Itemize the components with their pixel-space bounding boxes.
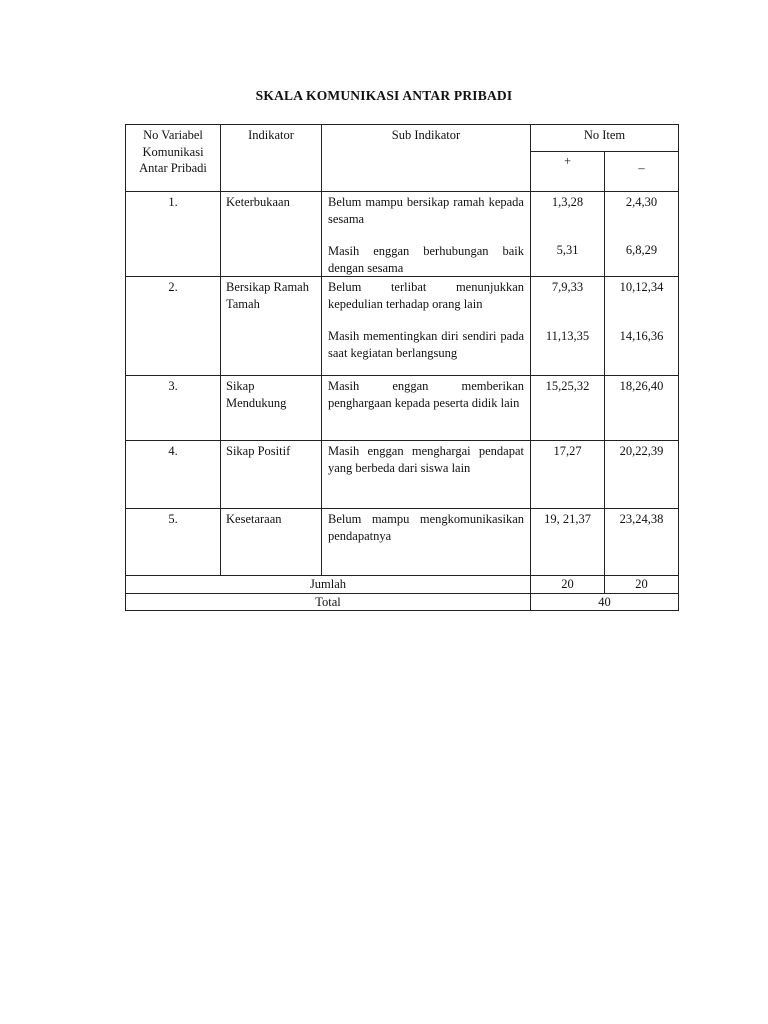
row-no: 2.	[126, 277, 221, 376]
sub-indikator-text: Masih mementingkan diri sendiri pada saat kegiatan berlangsung	[328, 329, 524, 360]
header-no-item: No Item	[531, 125, 679, 152]
row-indikator: Sikap Mendukung	[221, 376, 322, 441]
header-row	[126, 125, 679, 152]
table-row	[126, 192, 679, 277]
sub-indikator-text: Belum mampu mengkomunikasikan pendapatnya	[328, 512, 524, 543]
item-plus: 7,9,33	[551, 280, 584, 294]
row-no: 1.	[126, 192, 221, 277]
row-sub-indikator	[322, 192, 531, 277]
document-title: SKALA KOMUNIKASI ANTAR PRIBADI	[255, 88, 513, 103]
row-sub-indikator	[322, 376, 531, 441]
header-no: No Variabel Komunikasi Antar Pribadi	[126, 125, 221, 192]
row-plus	[531, 277, 605, 376]
table-row	[126, 376, 679, 441]
row-indikator: Sikap Positif	[221, 441, 322, 509]
jumlah-plus: 20	[531, 576, 605, 594]
row-sub-indikator	[322, 277, 531, 376]
row-minus	[605, 192, 679, 277]
header-plus: +	[531, 152, 605, 192]
item-minus: 14,16,36	[619, 328, 664, 343]
sub-indikator-text: Belum terlibat menunjukkan kepedulian terhadap orang lain	[328, 280, 524, 311]
row-sub-indikator	[322, 441, 531, 509]
jumlah-label: Jumlah	[126, 576, 531, 594]
row-sub-indikator	[322, 509, 531, 576]
table-row	[126, 277, 679, 376]
total-row	[126, 593, 679, 611]
item-plus: 5,31	[556, 242, 579, 257]
total-label: Total	[126, 593, 531, 611]
jumlah-minus: 20	[605, 576, 679, 594]
header-indikator: Indikator	[221, 125, 322, 192]
item-plus: 17,27	[531, 441, 605, 509]
sub-indikator-text: Masih enggan menghargai pendapat yang berbeda dari siswa lain	[328, 444, 524, 475]
item-minus: 10,12,34	[619, 280, 664, 294]
total-value: 40	[531, 593, 679, 611]
row-no: 3.	[126, 376, 221, 441]
skala-table	[125, 124, 679, 611]
item-minus: 20,22,39	[605, 441, 679, 509]
header-sub-indikator: Sub Indikator	[322, 125, 531, 192]
row-indikator: Keterbukaan	[221, 192, 322, 277]
row-no: 4.	[126, 441, 221, 509]
row-indikator: Bersikap Ramah Tamah	[221, 277, 322, 376]
sub-indikator-text: Masih enggan berhubungan baik dengan sesama	[328, 244, 524, 275]
sub-indikator-text: Belum mampu bersikap ramah kepada sesama	[328, 195, 524, 226]
item-minus: 18,26,40	[605, 376, 679, 441]
row-indikator: Kesetaraan	[221, 509, 322, 576]
table-row	[126, 509, 679, 576]
item-plus: 19, 21,37	[531, 509, 605, 576]
item-minus: 2,4,30	[625, 195, 658, 209]
jumlah-row	[126, 576, 679, 594]
item-minus: 23,24,38	[605, 509, 679, 576]
item-plus: 1,3,28	[551, 195, 584, 209]
item-plus: 11,13,35	[545, 328, 590, 343]
row-no: 5.	[126, 509, 221, 576]
item-minus: 6,8,29	[625, 242, 658, 257]
row-minus	[605, 277, 679, 376]
sub-indikator-text: Masih enggan memberikan penghargaan kepada peserta didik lain	[328, 379, 524, 410]
header-minus: –	[605, 152, 679, 192]
table-row	[126, 441, 679, 509]
row-plus	[531, 192, 605, 277]
item-plus: 15,25,32	[531, 376, 605, 441]
